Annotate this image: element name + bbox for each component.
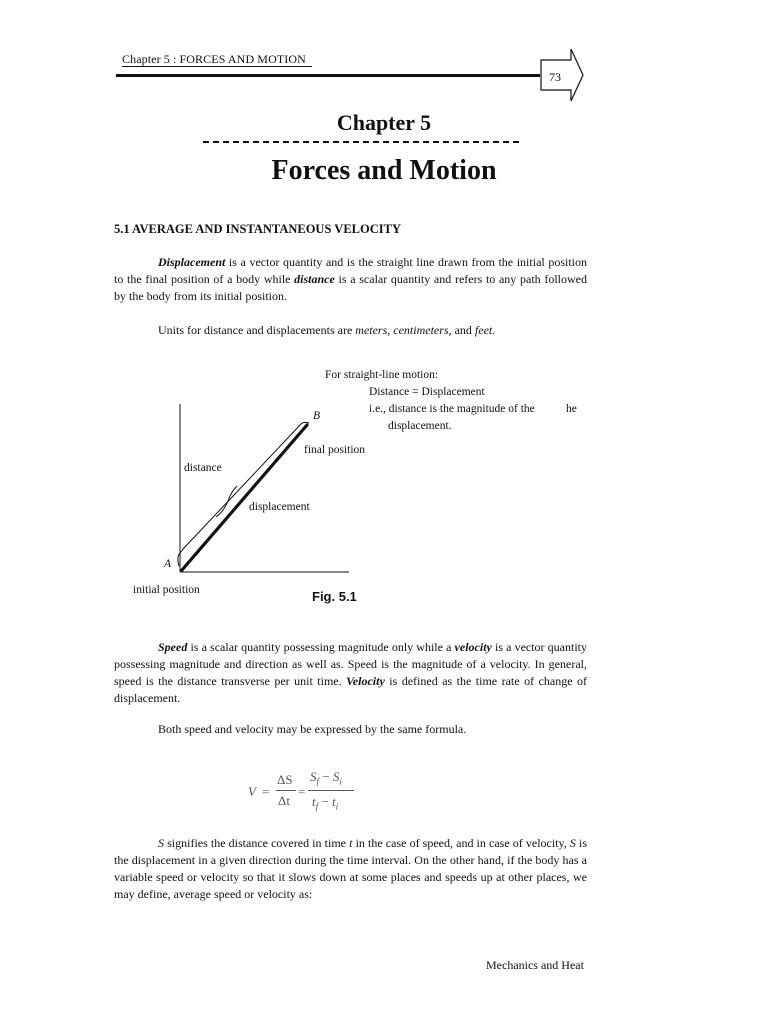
text: is a scalar quantity and refers to any path followed by the body from its initial position. <box>114 272 588 303</box>
label-displacement: displacement <box>249 501 310 513</box>
formula-den2 <box>312 794 338 812</box>
term-displacement: Displacement <box>158 255 226 269</box>
text: and <box>451 323 475 337</box>
figure-note-line2: Distance = Displacement <box>369 386 485 398</box>
text: . <box>492 323 496 337</box>
units-list: meters, centimeters, <box>355 323 452 337</box>
units-line <box>158 323 495 338</box>
term-velocity: velocity <box>454 640 492 654</box>
term-speed: Speed <box>158 640 188 654</box>
formula-sym: t <box>331 794 336 809</box>
text: is defined as the time rate of change of displacement. <box>114 674 587 705</box>
text: is a vector quantity possessing magnitude and direction as well as. Speed is the magnitude of a velocity. In general, speed is the distance transverse per unit time. <box>114 640 588 688</box>
text: is a scalar quantity possessing magnitude only while a <box>187 640 455 654</box>
formula-sub: i <box>335 801 339 812</box>
formula-fraction-bar-1 <box>276 790 296 791</box>
label-initial-position: initial position <box>133 584 200 596</box>
header-underline <box>122 66 312 67</box>
formula-sym: t <box>312 794 316 809</box>
chapter-number: Chapter 5 <box>336 110 432 135</box>
label-distance: distance <box>184 462 222 474</box>
formula-sym: S <box>310 769 317 784</box>
figure-note-line4: displacement. <box>388 420 452 432</box>
section-heading: 5.1 AVERAGE AND INSTANTANEOUS VELOCITY <box>114 222 401 236</box>
chapter-title: Forces and Motion <box>271 155 497 186</box>
figure-note-line3: i.e., distance is the magnitude of the <box>369 403 535 415</box>
formula-equals-1: = <box>262 784 270 799</box>
text: Units for distance and displacements are <box>158 323 356 337</box>
label-point-b: B <box>313 410 321 422</box>
unit-feet: feet <box>474 323 493 337</box>
formula-lhs: V <box>248 784 256 799</box>
figure-caption: Fig. 5.1 <box>312 589 357 604</box>
formula-sub: f <box>315 801 319 812</box>
formula-equals-2: = <box>298 784 306 799</box>
paragraph-displacement <box>114 254 587 305</box>
figure-note-line3-tail: he <box>566 403 577 415</box>
formula-den1: Δt <box>278 793 290 808</box>
text: in the case of speed, and in case of velocity, <box>352 836 570 850</box>
formula-sym: S <box>332 769 340 784</box>
paragraph-average-velocity <box>114 835 587 903</box>
formula-sub: i <box>339 776 342 787</box>
formula-fraction-bar-2 <box>308 790 354 791</box>
text: signifies the distance covered in time <box>164 836 350 850</box>
formula-num1: ΔS <box>277 772 293 787</box>
label-final-position: final position <box>304 444 366 456</box>
dashed-divider <box>203 141 519 143</box>
figure-diagram <box>120 395 370 580</box>
page-number: 73 <box>549 70 561 84</box>
figure-note-line1: For straight-line motion: <box>325 369 439 381</box>
header-rule <box>116 74 540 77</box>
text: is a vector quantity and is the straight line drawn from the initial position to the final position of a body while <box>114 255 587 286</box>
symbol-s: S <box>569 836 576 850</box>
label-point-a: A <box>164 558 172 570</box>
velocity-formula <box>248 769 368 817</box>
term-distance: distance <box>294 272 335 286</box>
formula-minus: − <box>319 769 333 784</box>
term-velocity-def: Velocity <box>346 674 385 688</box>
formula-num2 <box>310 769 342 787</box>
text: is the displacement in a given direction during the time interval. On the other hand, if the body has a variable speed or velocity so that it slows down at some places and speeds up at other places, we may define, average speed or velocity as: <box>114 836 588 901</box>
formula-sub: f <box>316 776 320 787</box>
paragraph-speed-velocity <box>114 639 587 707</box>
formula-minus: − <box>318 794 332 809</box>
symbol-t: t <box>349 836 353 850</box>
displacement-line <box>182 425 307 570</box>
formula-intro: Both speed and velocity may be expressed by the same formula. <box>158 722 467 736</box>
symbol-s: S <box>158 836 164 850</box>
distance-brace <box>216 486 237 517</box>
running-header: Chapter 5 : FORCES AND MOTION <box>122 52 306 66</box>
running-footer: Mechanics and Heat <box>486 958 584 972</box>
